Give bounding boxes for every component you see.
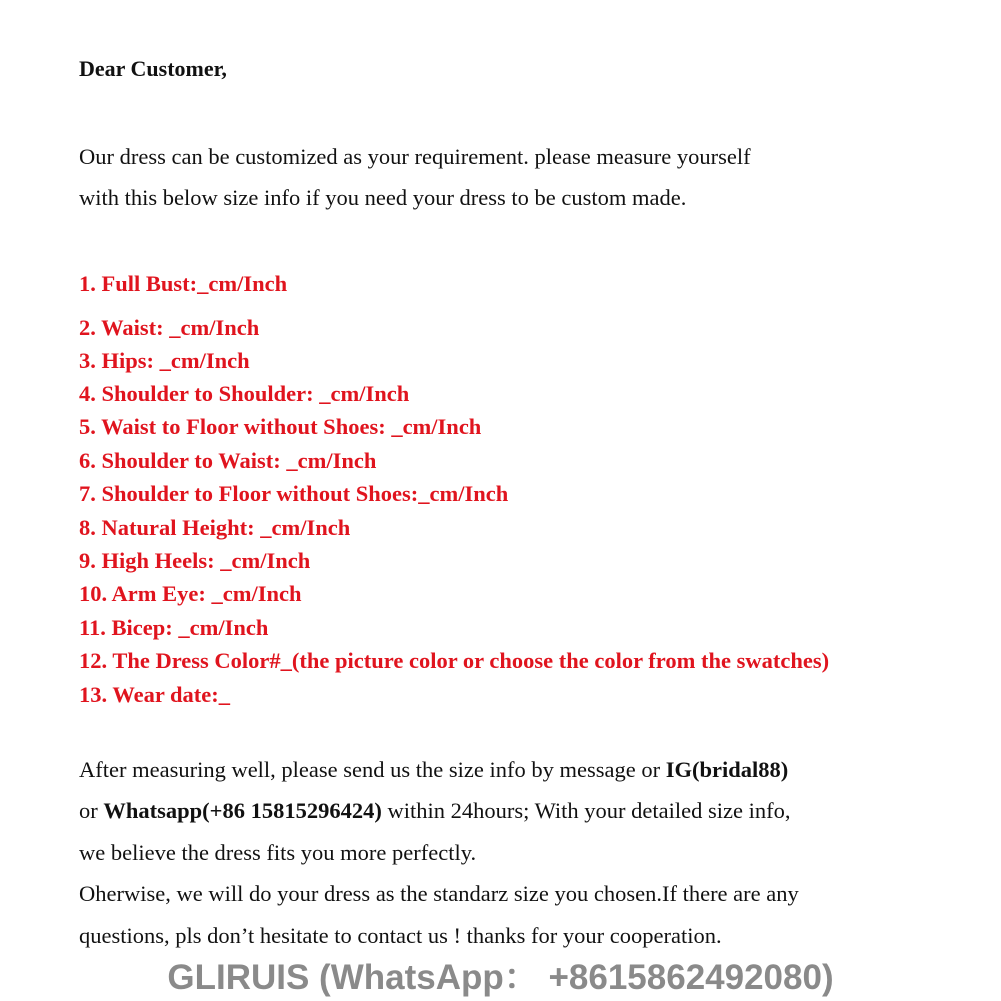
closing-line-1	[79, 757, 788, 783]
size-item-bicep: 11. Bicep: _cm/Inch	[79, 615, 269, 640]
size-item-waist: 2. Waist: _cm/Inch	[79, 315, 260, 340]
watermark: GLIRUIS (WhatsApp： +8615862492080)	[167, 958, 834, 997]
closing-line-2	[79, 798, 790, 824]
size-item-high-heels: 9. High Heels: _cm/Inch	[79, 548, 311, 573]
size-item-arm-eye: 10. Arm Eye: _cm/Inch	[79, 581, 302, 606]
closing-line-5: questions, pls don’t hesitate to contact us ! thanks for your cooperation.	[79, 923, 722, 948]
size-item-shoulder-to-waist: 6. Shoulder to Waist: _cm/Inch	[79, 448, 377, 473]
size-item-full-bust: 1. Full Bust:_cm/Inch	[79, 271, 288, 296]
size-item-natural-height: 8. Natural Height: _cm/Inch	[79, 515, 351, 540]
size-item-shoulder-to-shoulder: 4. Shoulder to Shoulder: _cm/Inch	[79, 381, 410, 406]
closing-line-3: we believe the dress fits you more perfectly.	[79, 840, 477, 865]
closing-line-4: Oherwise, we will do your dress as the standarz size you chosen.If there are any	[79, 881, 799, 906]
closing-line-2-text: within 24hours; With your detailed size info,	[381, 798, 791, 823]
greeting: Dear Customer,	[79, 56, 227, 81]
size-item-hips: 3. Hips: _cm/Inch	[79, 348, 250, 373]
size-item-wear-date: 13. Wear date:_	[79, 682, 231, 707]
intro-line-2: with this below size info if you need your dress to be custom made.	[79, 185, 687, 210]
whatsapp-number: Whatsapp(+86 15815296424)	[103, 798, 382, 823]
size-item-shoulder-to-floor: 7. Shoulder to Floor without Shoes:_cm/Inch	[79, 481, 509, 506]
instagram-handle: IG(bridal88)	[665, 757, 789, 782]
size-item-waist-to-floor: 5. Waist to Floor without Shoes: _cm/Inch	[79, 414, 482, 439]
closing-line-1-text: After measuring well, please send us the size info by message or	[79, 757, 666, 782]
size-item-dress-color: 12. The Dress Color#_(the picture color or choose the color from the swatches)	[79, 648, 830, 673]
intro-line-1: Our dress can be customized as your requirement. please measure yourself	[79, 144, 751, 169]
closing-line-2-prefix: or	[79, 798, 104, 823]
